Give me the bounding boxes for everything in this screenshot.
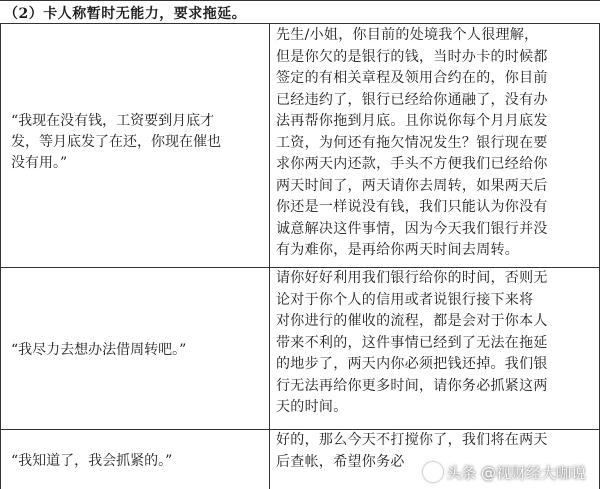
watermark-text: 头条 @视财经大咖说 (446, 464, 586, 482)
watermark-logo-icon (423, 462, 443, 482)
customer-statement: “我尽力去想办法借周转吧。” (11, 342, 187, 358)
customer-statement: “我知道了，我会抓紧的。” (11, 453, 173, 469)
collector-response: 先生/小姐，你目前的处境我个人很理解， 但是你欠的是银行的钱，当时办卡的时候都 签定的有相关章程及领用合约在的，你目前 已经违约了，银行已经给你通融了，没有办 法再帮你拖到月底。且你说你每个月月底发 工资，为何还有拖欠情况发生？银行现在要 求你两天内还款，手头不方便我们已经给你 两天时间了，两天请你去周转，如果两天后 你还是一样说没有钱，我们只能认为你没有 诚意解决这件事情，因为今天我们银行并没 有为难你，是再给你两天时间去周转。 (276, 27, 548, 258)
section-title: （2）卡人称暂时无能力，要求拖延。 (4, 6, 247, 22)
script-table (0, 24, 600, 489)
customer-statement: “我现在没有钱，工资要到月底才 发，等月底发了在还，你现在催也 没有用。” (11, 113, 221, 171)
collector-response: 好的，那么今天不打搅你了，我们将在两天 后查帐，希望你务必 (276, 432, 548, 470)
watermark (423, 462, 586, 483)
collector-response: 请你好好利用我们银行给你的时间，否则无 论对于你个人的信用或者说银行接下来将 对你进行的催收的流程，都是会对于你本人 带来不利的，这件事情已经到了无法在拖延 的地步了，两天内你必须把钱还掉。我们银 行无法再给你更多时间，请你务必抓紧这两 天的时间。 (276, 270, 548, 415)
table-border-left (0, 24, 1, 489)
section-header (0, 0, 600, 24)
